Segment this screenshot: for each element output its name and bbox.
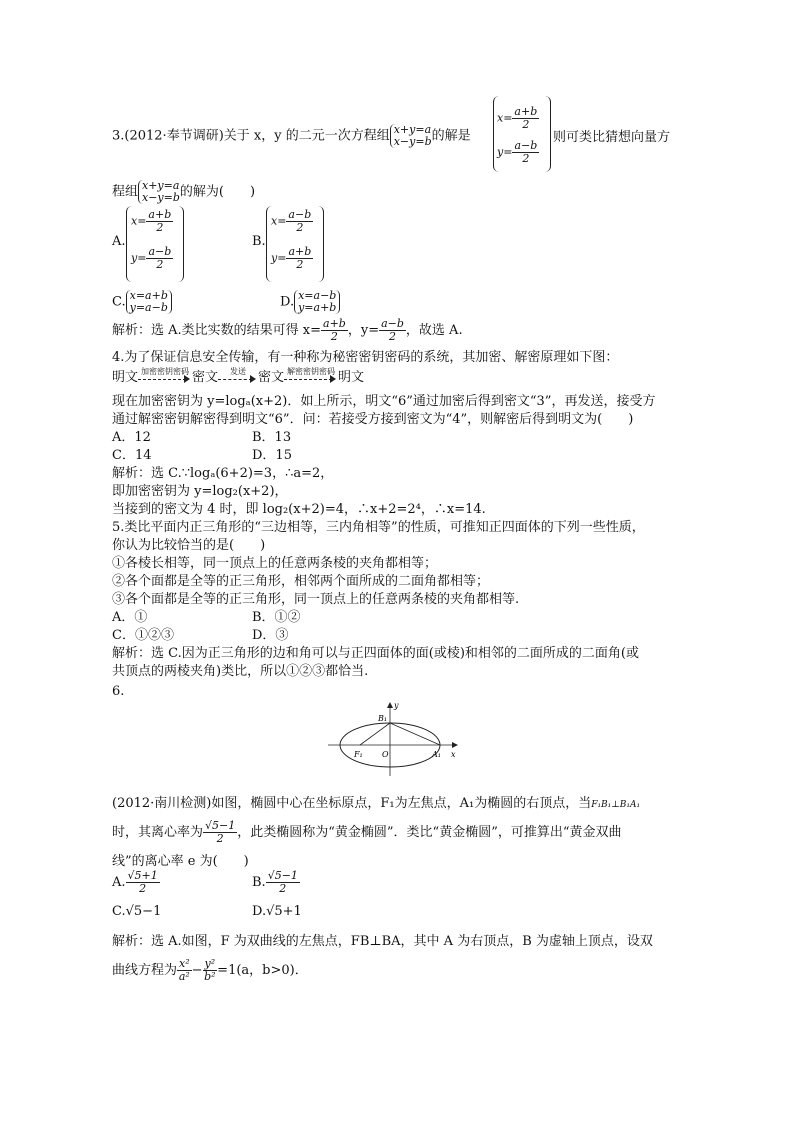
q4-option-b: B．13 bbox=[252, 430, 292, 445]
q5-option-c: C．①②③ bbox=[112, 628, 174, 643]
q6-answer-1: 解析：选 A.如图，F 为双曲线的左焦点，FB⊥BA，其中 A 为右顶点，B 为虚轴上顶点，设双 bbox=[112, 934, 653, 949]
q5-answer-1: 解析：选 C.因为正三角形的边和角可以与正四面体的面(或棱)和相邻的二面所成的二面角(或 bbox=[112, 646, 639, 661]
q4-answer-1: 解析：选 C.∵logₐ(6+2)=3，∴a=2， bbox=[112, 466, 334, 481]
q3-option-b-y: y= $\frac{a+b}{2}$ bbox=[271, 245, 312, 271]
label-b1: B₁ bbox=[378, 714, 388, 723]
q4-option-d: D．15 bbox=[252, 448, 292, 463]
q6-line2: 时，其离心率为 $\frac{√5-1}{2}$ ，此类椭圆称为“黄金椭圆”．类比“黄金椭圆”，可推算出“黄金双曲 bbox=[112, 819, 622, 845]
q6-option-d: D.√5+1 bbox=[252, 904, 302, 919]
q3-option-a-label: A. bbox=[112, 234, 126, 249]
q5-statement-3: ③各个面都是全等的正三角形，同一顶点上的任意两条棱的夹角都相等. bbox=[112, 592, 520, 607]
q4-option-a: A．12 bbox=[112, 430, 151, 445]
q3-line1 bbox=[112, 124, 471, 148]
q4-answer-3: 当接到的密文为 4 时，即 log₂(x+2)=4，∴x+2=2⁴，∴x=14. bbox=[112, 502, 486, 517]
q4-line3: 现在加密密钥为 y=logₐ(x+2)．如上所示，明文“6”通过加密后得到密文“3”，再发送，接受方 bbox=[112, 394, 656, 409]
q3-option-c: C. x=a+b y=a−b bbox=[112, 290, 172, 314]
q3-tail: 则可类比猜想向量方 bbox=[553, 130, 671, 145]
q3-option-b-label: B. bbox=[252, 234, 266, 249]
q5-line1: 5.类比平面内正三角形的“三边相等，三内角相等”的性质，可推知正四面体的下列一些性质， bbox=[112, 520, 645, 535]
q6-vector-condition: F₁B₁⊥B₁A₁ bbox=[591, 800, 641, 810]
q5-statement-1: ①各棱长相等，同一顶点上的任意两条棱的夹角都相等； bbox=[112, 556, 438, 571]
q6-option-a: A. $\frac{√5+1}{2}$ bbox=[112, 869, 158, 895]
q6-line3: 线”的离心率 e 为( ) bbox=[112, 854, 249, 869]
q4-option-c: C．14 bbox=[112, 448, 152, 463]
q3-system-1: x+y=a x−y=b bbox=[390, 124, 432, 148]
q3-line2: 程组 x+y=a x−y=b 的解为( ) bbox=[112, 179, 256, 204]
q3-system-2: x+y=a x−y=b bbox=[138, 180, 180, 204]
q4-line4: 通过解密密钥解密得到明文“6”．问：若接受方接到密文为“4”，则解密后得到明文为( ) bbox=[112, 412, 634, 427]
q4-flow-arrow-2: 发送 bbox=[218, 371, 258, 385]
q4-line1: 4.为了保证信息安全传输，有一种称为秘密密钥密码的系统，其加密、解密原理如下图： bbox=[112, 350, 619, 365]
q6-option-c: C.√5−1 bbox=[112, 904, 162, 919]
q3-option-a-x: x= $\frac{a+b}{2}$ bbox=[131, 208, 172, 234]
q3-lead: 3.(2012·奉节调研)关于 x，y 的二元一次方程组 bbox=[112, 128, 390, 144]
label-a1: A₁ bbox=[432, 750, 441, 759]
q6-ellipse-figure bbox=[320, 700, 460, 780]
q3-solution-x: x= $\frac{a+b}{2}$ bbox=[497, 105, 538, 131]
q3-answer: 解析：选 A.类比实数的结果可得 x= $\frac{a+b}{2}$ ，y= $\frac{a-b}{2}$ ，故选 A. bbox=[112, 317, 463, 343]
label-f1: F₁ bbox=[354, 750, 363, 759]
label-o: O bbox=[382, 750, 389, 759]
label-y: y bbox=[394, 701, 399, 710]
q4-flow-arrow-3: 解密密钥密码 bbox=[284, 371, 338, 385]
q3-solution-y: y= $\frac{a-b}{2}$ bbox=[497, 139, 538, 165]
q5-option-a: A．① bbox=[112, 610, 148, 625]
q4-flow-arrow-1: 加密密钥密码 bbox=[138, 371, 192, 385]
q6-number: 6. bbox=[112, 684, 125, 699]
q3-option-d: D. x=a−b y=a+b bbox=[280, 290, 340, 314]
q5-statement-2: ②各个面都是全等的正三角形，相邻两个面所成的二面角都相等； bbox=[112, 574, 490, 589]
q5-option-b: B．①② bbox=[252, 610, 301, 625]
q4-answer-2: 即加密密钥为 y=log₂(x+2)， bbox=[112, 484, 288, 499]
q3-option-b-x: x= $\frac{a-b}{2}$ bbox=[271, 208, 312, 234]
q5-answer-2: 共顶点的两棱夹角)类比，所以①②③都恰当. bbox=[112, 664, 369, 679]
q6-line1: (2012·南川检测)如图，椭圆中心在坐标原点，F₁为左焦点，A₁为椭圆的右顶点，当F₁B₁⊥B₁A₁ bbox=[112, 796, 641, 811]
label-x: x bbox=[451, 750, 456, 759]
q6-option-b: B. $\frac{√5-1}{2}$ bbox=[252, 869, 298, 895]
q6-answer-2: 曲线方程为 $\frac{\text{x²}}{\text{a²}}$ − $\frac{\text{y²}}{\text{b²}}$ =1(a，b>0)． bbox=[112, 957, 308, 983]
y-axis-arrow bbox=[387, 702, 393, 708]
q5-line2: 你认为比较恰当的是( ) bbox=[112, 538, 266, 553]
x-axis-arrow bbox=[452, 742, 458, 748]
q5-option-d: D．③ bbox=[252, 628, 289, 643]
q3-option-a-y: y= $\frac{a-b}{2}$ bbox=[131, 245, 172, 271]
q4-flow: 明文 加密密钥密码 密文 发送 密文 解密密钥密码 明文 bbox=[112, 366, 365, 385]
q3-mid: 的解是 bbox=[431, 128, 471, 144]
